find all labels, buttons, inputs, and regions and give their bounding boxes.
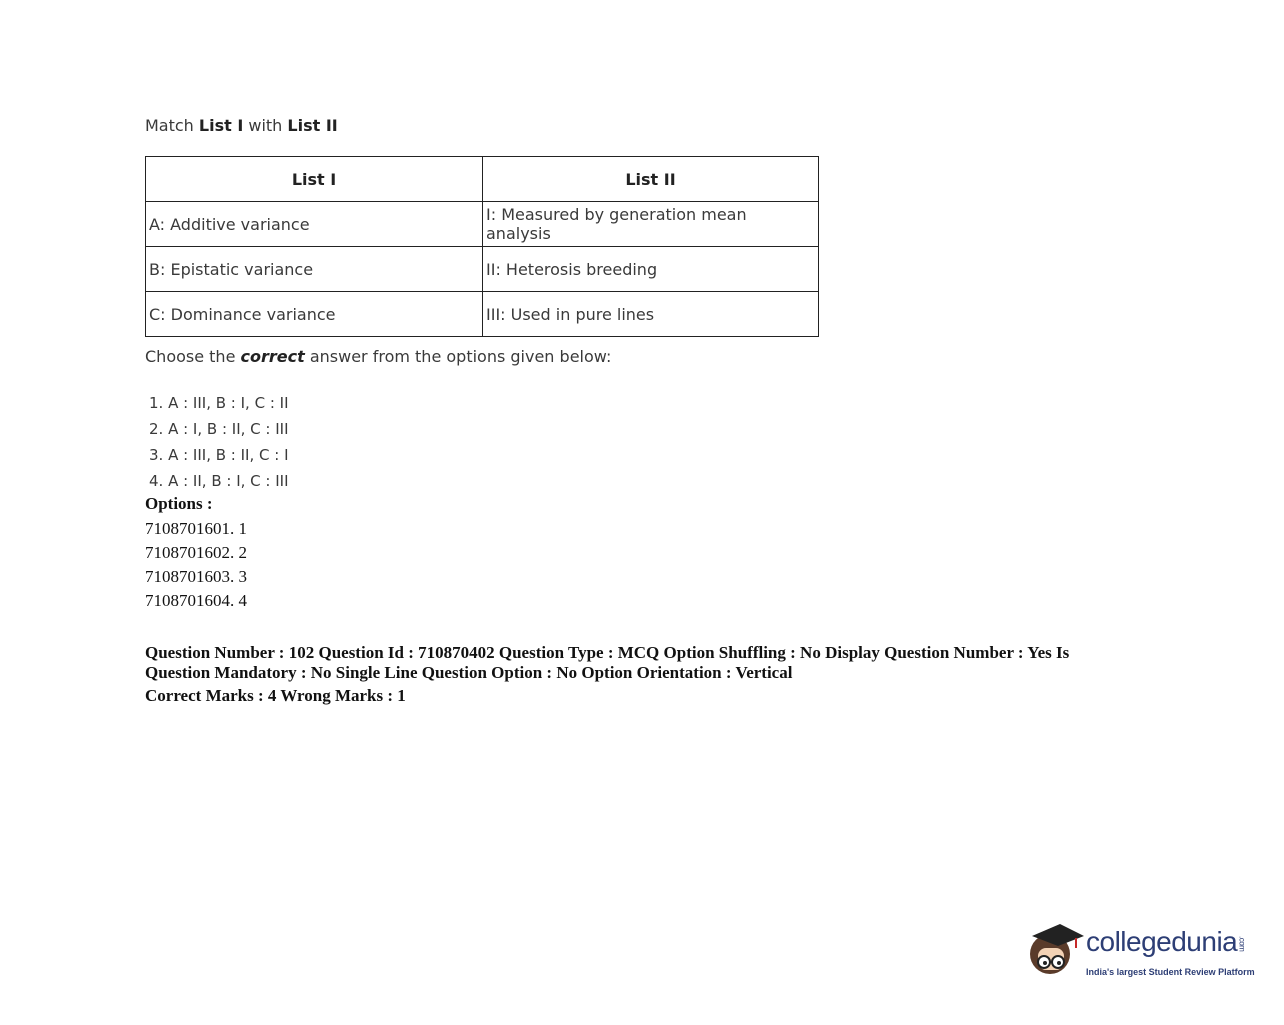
- logo-name: collegedunia: [1086, 926, 1238, 957]
- table-cell: I: Measured by generation mean analysis: [483, 202, 819, 247]
- choose-emph: correct: [240, 347, 305, 366]
- answer-item: 1. A : III, B : I, C : II: [149, 394, 289, 412]
- mascot-icon: [1024, 918, 1084, 988]
- option-id-item: 7108701603. 3: [145, 567, 247, 586]
- header-list2: List II: [483, 157, 819, 202]
- header-list1: List I: [146, 157, 483, 202]
- question-meta: Question Number : 102 Question Id : 710870402 Question Type : MCQ Option Shuffling : No Display Question Number : Yes Is Question Mandatory : No Single Line Question Option : No Option Orientation : Vertical: [145, 643, 1070, 682]
- intro-list1: List I: [198, 116, 244, 135]
- collegedunia-logo: [1024, 918, 1264, 988]
- option-id-item: 7108701602. 2: [145, 543, 247, 562]
- table-header-row: [146, 157, 819, 202]
- logo-suffix: .com: [1237, 935, 1247, 952]
- table-row: [146, 202, 819, 247]
- marks-info: Correct Marks : 4 Wrong Marks : 1: [145, 686, 406, 705]
- match-table: [145, 156, 819, 337]
- options-title: Options :: [145, 494, 213, 513]
- choose-suffix: answer from the options given below:: [304, 347, 612, 366]
- answer-item: 3. A : III, B : II, C : I: [149, 446, 289, 464]
- table-cell: B: Epistatic variance: [146, 247, 483, 292]
- choose-prefix: Choose the: [145, 347, 241, 366]
- option-id-list: [145, 517, 247, 613]
- intro-prefix: Match: [145, 116, 199, 135]
- intro-list2: List II: [287, 116, 338, 135]
- option-id-item: 7108701601. 1: [145, 519, 247, 538]
- table-row: [146, 247, 819, 292]
- table-cell: C: Dominance variance: [146, 292, 483, 337]
- answer-list: [149, 390, 289, 494]
- option-id-item: 7108701604. 4: [145, 591, 247, 610]
- table-row: [146, 292, 819, 337]
- answer-item: 4. A : II, B : I, C : III: [149, 472, 289, 490]
- question-intro: [145, 116, 338, 135]
- table-cell: II: Heterosis breeding: [483, 247, 819, 292]
- table-cell: A: Additive variance: [146, 202, 483, 247]
- answer-item: 2. A : I, B : II, C : III: [149, 420, 289, 438]
- logo-tagline: India's largest Student Review Platform: [1086, 967, 1255, 977]
- logo-text: [1086, 926, 1246, 958]
- choose-instruction: [145, 347, 611, 366]
- table-cell: III: Used in pure lines: [483, 292, 819, 337]
- intro-mid: with: [243, 116, 288, 135]
